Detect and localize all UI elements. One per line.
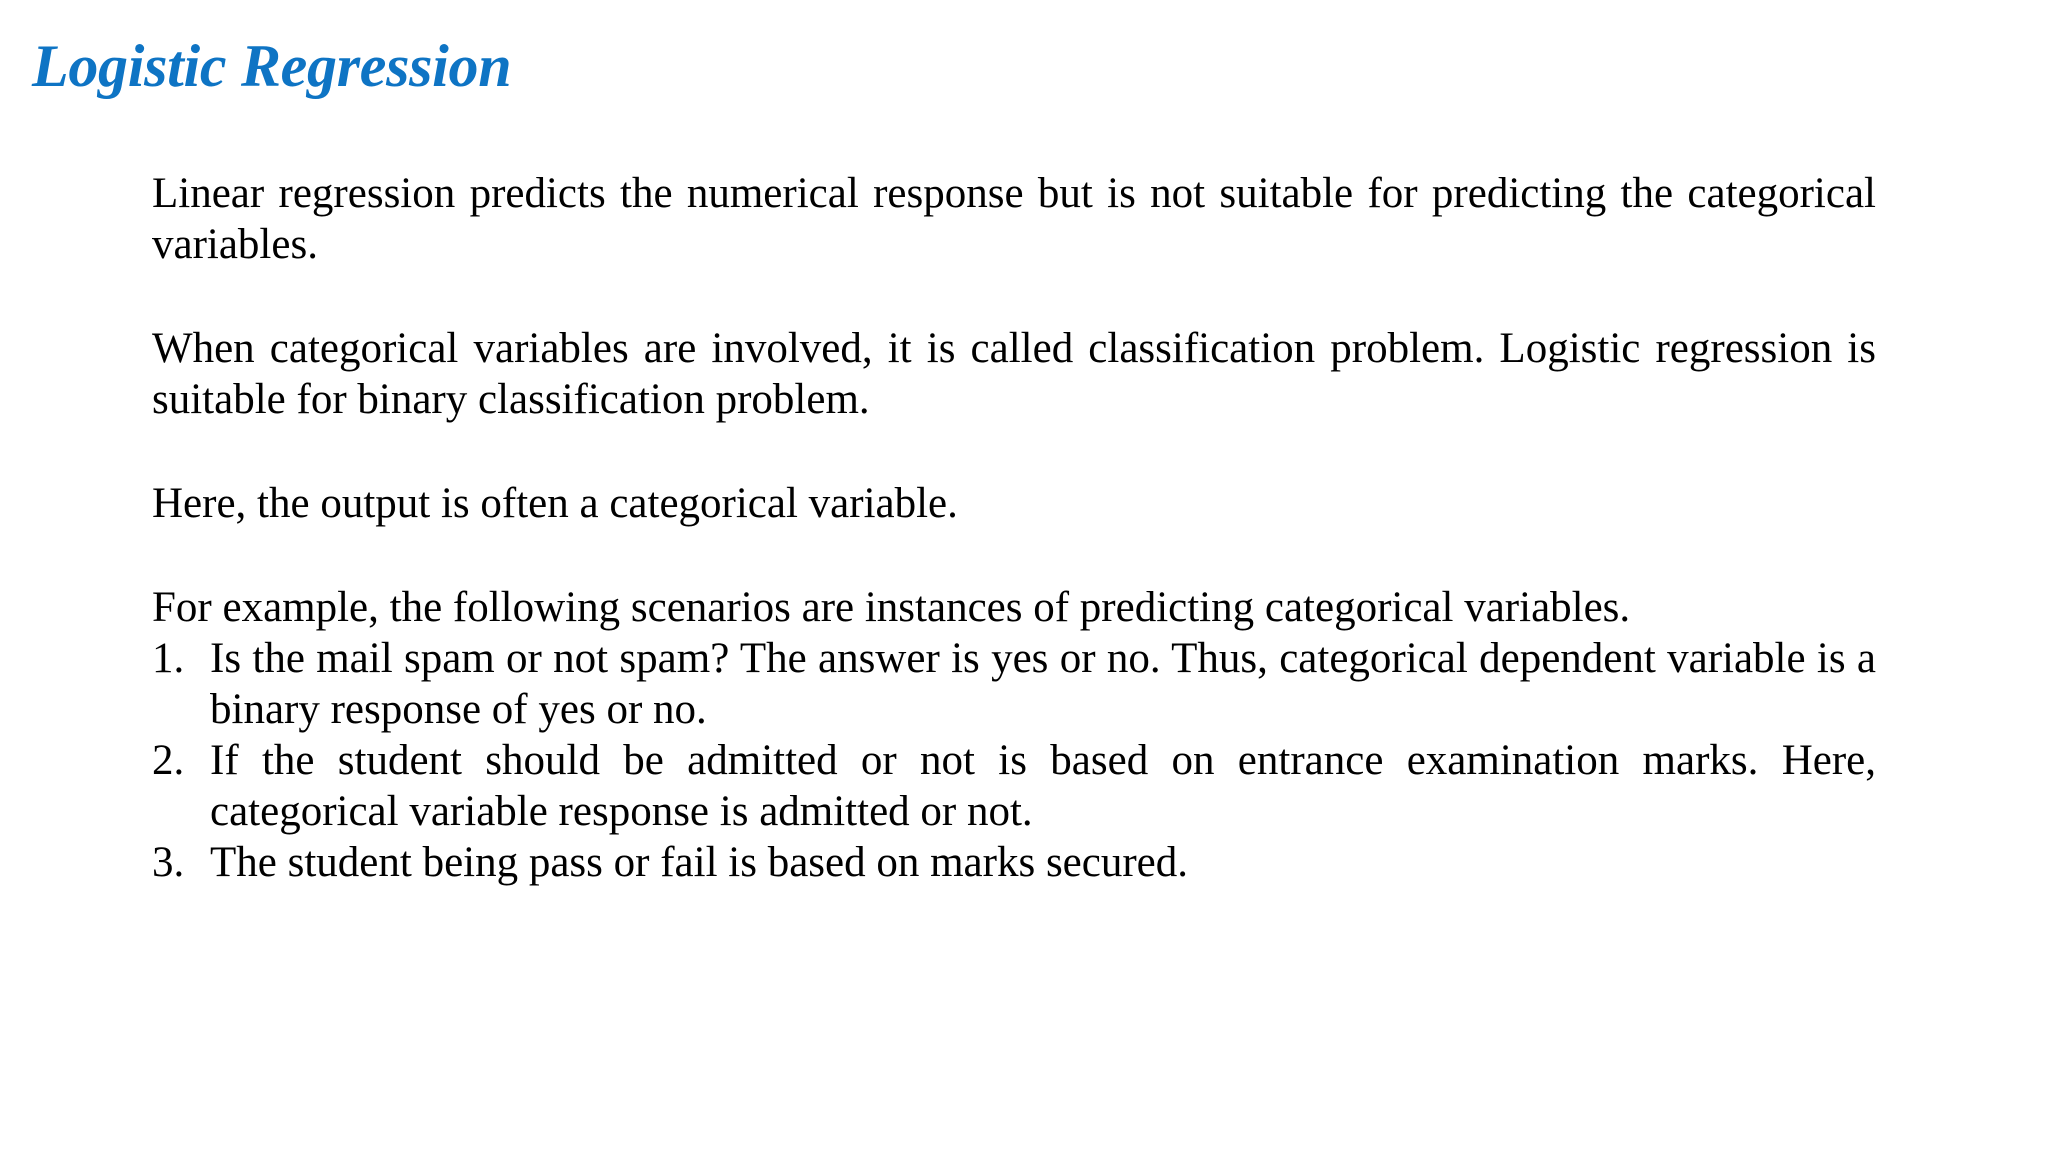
list-item-text: If the student should be admitted or not is based on entrance examination marks. Here, categorical variable response is admitted or not.: [210, 737, 1876, 835]
paragraph-classification: When categorical variables are involved, it is called classification problem. Logistic regression is suitable for binary classification problem.: [152, 325, 1876, 423]
list-item-text: The student being pass or fail is based on marks secured.: [210, 839, 1188, 886]
paragraph-example-intro: For example, the following scenarios are instances of predicting categorical variables.: [152, 584, 1631, 631]
list-item-text: Is the mail spam or not spam? The answer is yes or no. Thus, categorical dependent variable is a binary response of yes or no.: [210, 635, 1876, 733]
list-item: [152, 837, 1876, 888]
example-list: [152, 633, 1876, 888]
slide-body: [152, 168, 1876, 888]
list-item-number: 3.: [152, 839, 185, 886]
list-item-number: 1.: [152, 635, 185, 682]
paragraph-output: Here, the output is often a categorical variable.: [152, 480, 958, 527]
slide-title: Logistic Regression: [32, 33, 512, 99]
list-item: [152, 633, 1876, 735]
list-item: [152, 735, 1876, 837]
paragraph-linear-regression: Linear regression predicts the numerical response but is not suitable for predicting the categorical variables.: [152, 170, 1876, 268]
list-item-number: 2.: [152, 737, 185, 784]
